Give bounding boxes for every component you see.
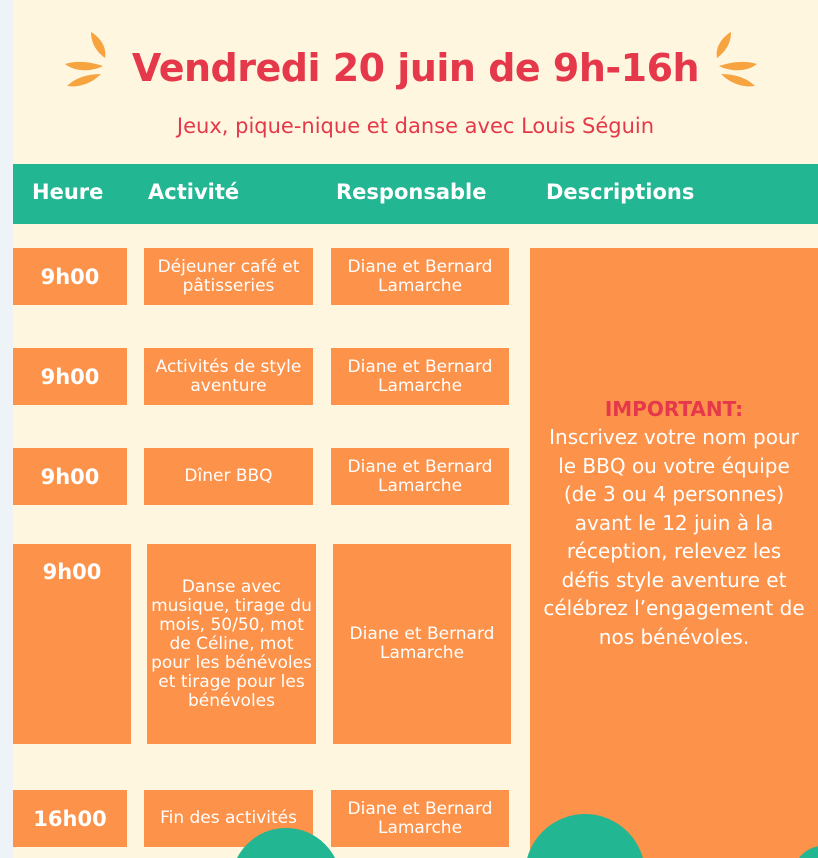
activity-cell: Activités de style aventure: [144, 348, 313, 405]
activity-cell: Fin des activités: [144, 790, 313, 847]
responsible-cell: Diane et Bernard Lamarche: [331, 248, 509, 305]
time-cell: 9h00: [13, 448, 127, 505]
activity-cell: Dîner BBQ: [144, 448, 313, 505]
poster: [13, 0, 818, 858]
header-descriptions: Descriptions: [546, 180, 695, 204]
responsible-cell: Diane et Bernard Lamarche: [331, 348, 509, 405]
page-title: Vendredi 20 juin de 9h-16h: [131, 46, 700, 90]
header-heure: Heure: [32, 180, 104, 204]
time-cell: 9h00: [13, 348, 127, 405]
time-cell: 9h00: [13, 248, 127, 305]
time-cell: 9h00: [13, 544, 131, 744]
description-body: Inscrivez votre nom pour le BBQ ou votre équipe (de 3 ou 4 personnes) avant le 12 juin à la réception, relevez les défis style aventure et célébrez l’engagement de nos bénévoles.: [543, 425, 805, 649]
responsible-cell: Diane et Bernard Lamarche: [331, 790, 509, 847]
description-box: [530, 248, 818, 858]
responsible-cell: Diane et Bernard Lamarche: [333, 544, 511, 744]
header-activite: Activité: [148, 180, 240, 204]
description-heading: IMPORTANT:: [604, 397, 744, 421]
page-subtitle: Jeux, pique-nique et danse avec Louis Séguin: [176, 114, 655, 138]
activity-cell: Danse avec musique, tirage du mois, 50/50, mot de Céline, mot pour les bénévoles et tirage pour les bénévoles: [147, 544, 316, 744]
time-cell: 16h00: [13, 790, 127, 847]
responsible-cell: Diane et Bernard Lamarche: [331, 448, 509, 505]
header-responsable: Responsable: [336, 180, 487, 204]
activity-cell: Déjeuner café et pâtisseries: [144, 248, 313, 305]
